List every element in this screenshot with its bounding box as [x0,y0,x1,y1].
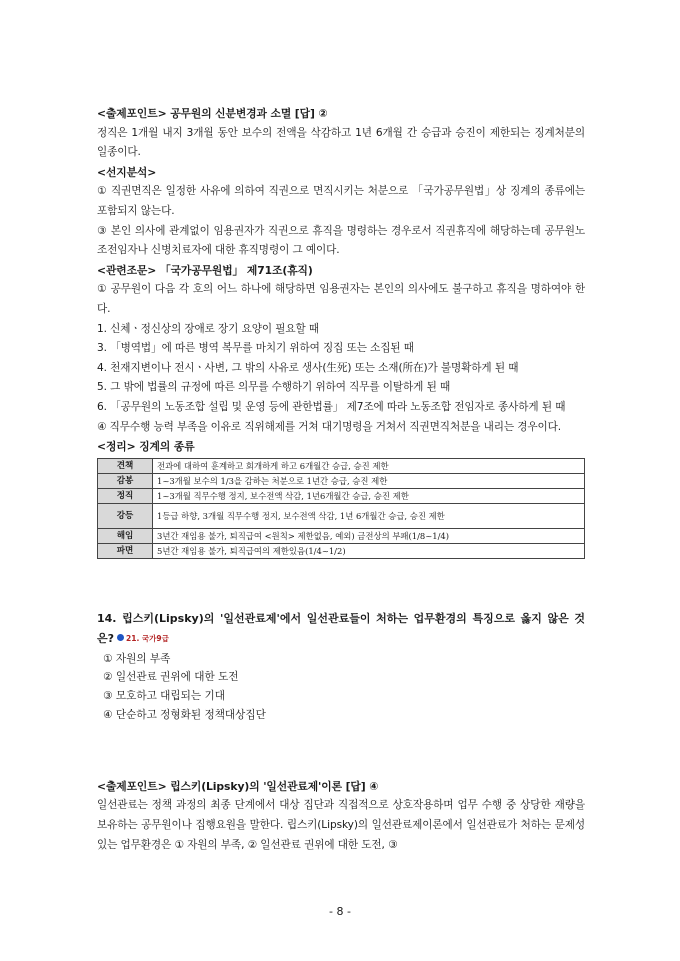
option-1: ① 자원의 부족 [103,652,171,665]
discipline-type: 견책 [98,458,153,473]
section2-heading: <선지분석> [97,165,157,179]
table-row [98,503,585,528]
discipline-desc: 전과에 대하여 훈계하고 회개하게 하고 6개월간 승급, 승진 제한 [153,458,585,473]
option-4: ④ 단순하고 정형화된 정책대상집단 [103,709,266,722]
table-row [98,473,585,488]
section4-heading: <정리> 징계의 종류 [97,440,195,454]
article-item: 4. 천재지변이나 전시ㆍ사변, 그 밖의 사유로 생사(生死) 또는 소재(所在)가 불명확하게 된 때 [97,361,519,374]
page-number: - 8 - [329,905,351,918]
table-row [98,528,585,543]
article-item: 3. 「병역법」에 따른 병역 복무를 마치기 위하여 징집 또는 소집된 때 [97,342,414,355]
discipline-type: 해임 [98,528,153,543]
option-3: ③ 모호하고 대립되는 기대 [103,690,225,703]
discipline-desc: 3년간 재임용 불가, 퇴직급여 <원칙> 제한없음, 예외) 금전상의 부패(1/8~1/4) [153,528,585,543]
exam-source-label: 21. 국가9급 [126,634,169,644]
page-body [97,104,585,855]
choice-analysis-1: ① 직권면직은 일정한 사유에 의하여 직권으로 면직시키는 처분으로 「국가공무원법」상 징계의 종류에는 포함되지 않는다. [97,185,585,217]
discipline-type: 파면 [98,543,153,558]
article-item: 1. 신체ㆍ정신상의 장애로 장기 요양이 필요할 때 [97,322,320,335]
question-text: 14. 립스키(Lipsky)의 '일선관료제'에서 일선관료들이 처하는 업무환경의 특징으로 옳지 않은 것은? [97,611,585,646]
table-row [98,488,585,503]
discipline-type: 정직 [98,488,153,503]
article-item: 6. 「공무원의 노동조합 설립 및 운영 등에 관한법률」 제7조에 따라 노동조합 전임자로 종사하게 된 때 [97,400,566,413]
section1-paragraph: 정직은 1개월 내지 3개월 동안 보수의 전액을 삭감하고 1년 6개월 간 승급과 승진이 제한되는 징계처분의 일종이다. [97,126,585,159]
bullet-icon [117,634,124,641]
section3-heading: <관련조문> 「국가공무원법」 제71조(휴직) [97,263,313,277]
discipline-desc: 1~3개월 보수의 1/3을 감하는 처분으로 1년간 승급, 승진 제한 [153,473,585,488]
section5-paragraph: 일선관료는 정책 과정의 최종 단계에서 대상 집단과 직접적으로 상호작용하며 업무 수행 중 상당한 재량을 보유하는 공무원이나 집행요원을 말한다. 립스키(Lipsky)의 일선관료제이론에서 일선관료가 처하는 문제성 있는 업무환경은 ① 자원의 부족, ② 일선관료 권위에 대한 도전, ③ [97,799,585,851]
choice-analysis-4: ④ 직무수행 능력 부족을 이유로 직위해제를 거쳐 대기명령을 거쳐서 직권면직처분을 내리는 경우이다. [97,420,562,433]
discipline-desc: 5년간 재임용 불가, 퇴직급여의 제한있음(1/4~1/2) [153,543,585,558]
article-item: 5. 그 밖에 법률의 규정에 따른 의무를 수행하기 위하여 직무를 이탈하게 된 때 [97,381,451,394]
section1-heading: <출제포인트> 공무원의 신분변경과 소멸 [답] ② [97,107,328,120]
section5-heading: <출제포인트> 립스키(Lipsky)의 '일선관료제'이론 [답] ④ [97,779,379,793]
discipline-type: 감봉 [98,473,153,488]
exam-source-badge [117,634,169,643]
article-intro: ① 공무원이 다음 각 호의 어느 하나에 해당하면 임용권자는 본인의 의사에도 불구하고 휴직을 명하여야 한다. [97,283,585,315]
discipline-desc: 1등급 하향, 3개월 직무수행 정지, 보수전액 삭감, 1년 6개월간 승급, 승진 제한 [153,503,585,528]
choice-analysis-3: ③ 본인 의사에 관계없이 임용권자가 직권으로 휴직을 명령하는 경우로서 직권휴직에 해당하는데 공무원노조전임자나 신병치료자에 대한 휴직명령이 그 예이다. [97,224,585,257]
discipline-desc: 1~3개월 직무수행 정지, 보수전액 삭감, 1년6개월간 승급, 승진 제한 [153,488,585,503]
table-row [98,458,585,473]
table-row [98,543,585,558]
discipline-table [97,458,585,559]
question-14 [97,609,585,650]
option-2: ② 일선관료 권위에 대한 도전 [103,671,239,684]
discipline-type: 강등 [98,503,153,528]
